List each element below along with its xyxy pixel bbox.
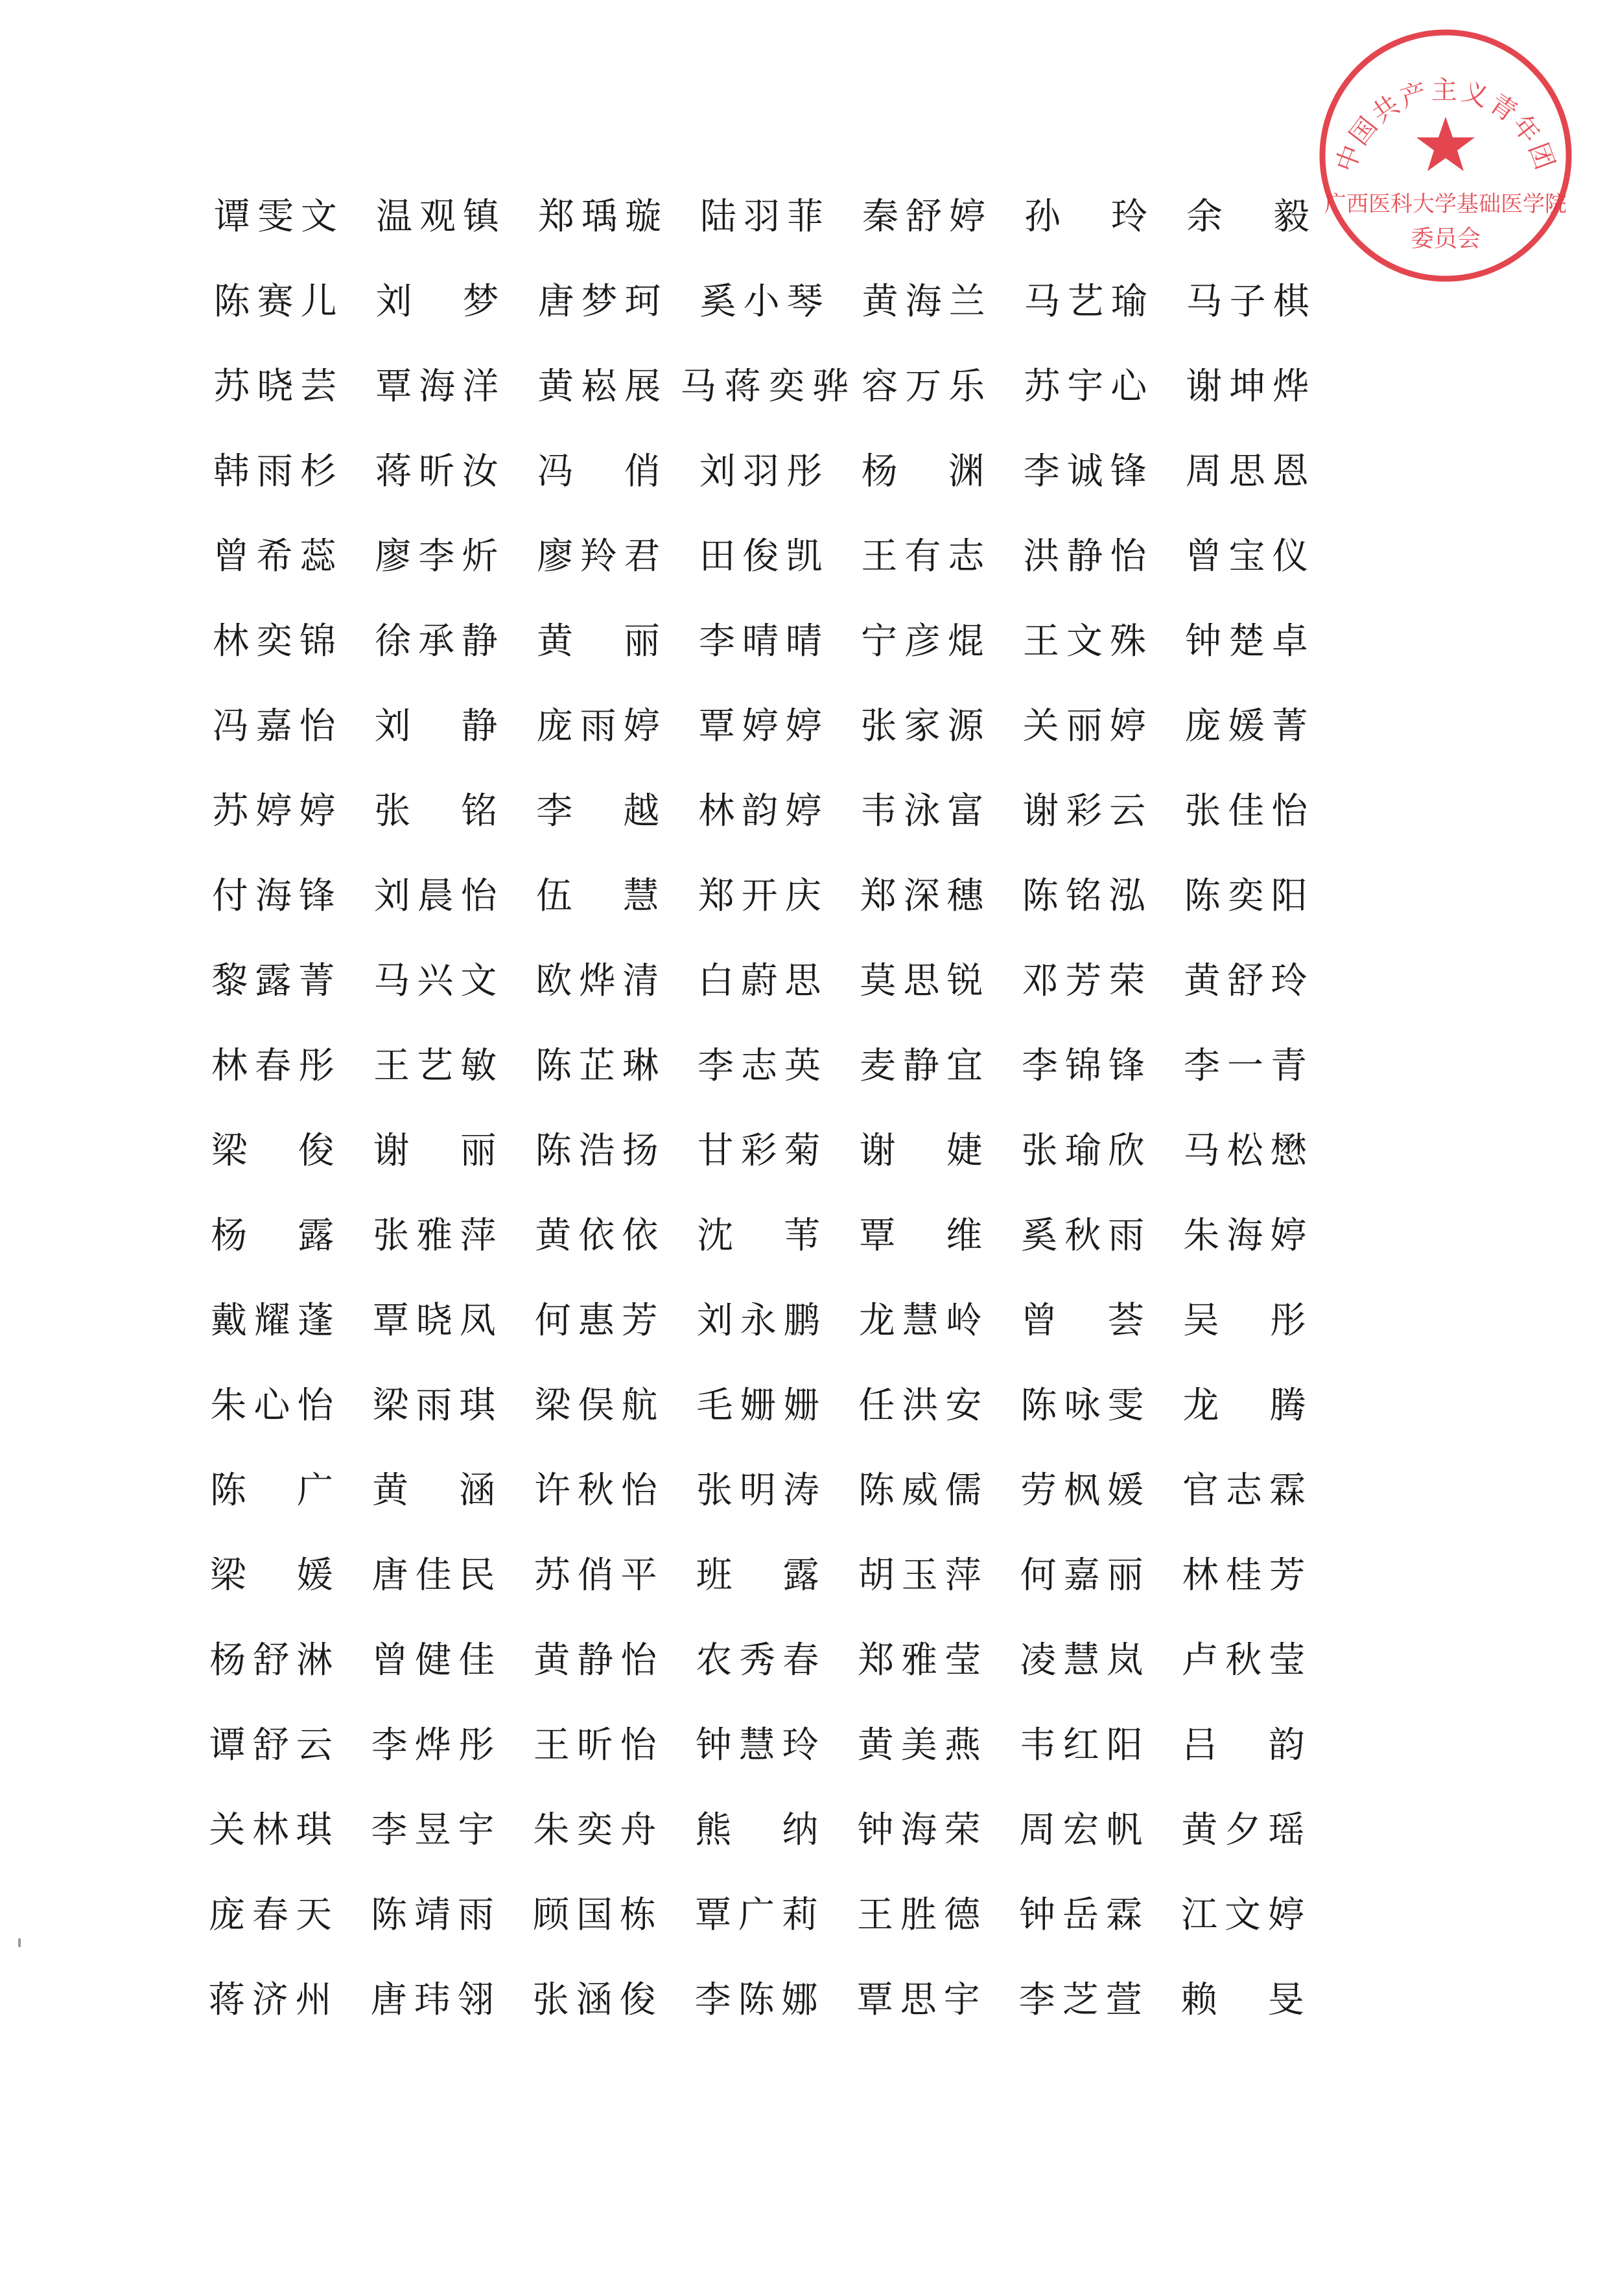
person-name: 王 昕 怡 — [533, 1724, 657, 1766]
person-name: 谭 舒 云 — [209, 1724, 333, 1766]
person-name: 苏 晓 芸 — [213, 366, 337, 408]
person-name: 熊 纳 — [695, 1809, 819, 1851]
name-row — [211, 1207, 1381, 1292]
person-name: 龙 腾 — [1182, 1385, 1306, 1427]
name-row — [209, 1716, 1381, 1801]
person-name: 王 文 殊 — [1023, 620, 1146, 662]
person-name: 庞 春 天 — [209, 1894, 332, 1936]
person-name: 苏 宇 心 — [1024, 366, 1147, 408]
name-row — [214, 782, 1381, 867]
person-name: 关 林 琪 — [209, 1809, 333, 1851]
person-name: 覃 海 洋 — [375, 366, 499, 408]
person-name: 张 家 源 — [860, 705, 984, 747]
person-name: 杨 舒 淋 — [209, 1639, 333, 1681]
person-name: 田 俊 凯 — [699, 535, 823, 578]
person-name: 奚 小 琴 — [699, 281, 823, 323]
person-name: 李 越 — [536, 790, 660, 832]
person-name: 蒋 济 州 — [208, 1979, 332, 2021]
person-name: 唐 佳 民 — [371, 1554, 495, 1597]
person-name: 朱 奕 舟 — [533, 1809, 657, 1851]
person-name: 凌 慧 岚 — [1020, 1639, 1144, 1681]
person-name: 周 宏 帆 — [1019, 1809, 1143, 1851]
person-name: 江 文 婷 — [1181, 1894, 1304, 1936]
person-name: 曾 健 佳 — [371, 1639, 495, 1681]
person-name: 廖 李 炘 — [375, 535, 499, 578]
person-name: 马 松 懋 — [1183, 1130, 1307, 1172]
person-name: 陆 羽 菲 — [700, 196, 823, 238]
person-name: 黄 海 兰 — [862, 281, 985, 323]
name-row — [208, 1971, 1381, 2056]
name-list — [208, 188, 1381, 2056]
person-name: 关 丽 婷 — [1022, 705, 1146, 747]
person-name: 郑 瑀 璇 — [538, 196, 661, 238]
person-name: 李 一 青 — [1184, 1045, 1307, 1087]
person-name: 张 瑜 欣 — [1021, 1130, 1145, 1172]
person-name: 刘 晨 怡 — [373, 875, 497, 917]
person-name: 王 胜 德 — [857, 1894, 980, 1936]
person-name: 黄 夕 瑶 — [1181, 1809, 1305, 1851]
person-name: 钟 海 荣 — [857, 1809, 981, 1851]
person-name: 李 锦 锋 — [1022, 1045, 1145, 1087]
name-row — [211, 1122, 1381, 1207]
person-name: 麦 静 宜 — [860, 1045, 983, 1087]
person-name: 唐 梦 珂 — [537, 281, 661, 323]
person-name: 曾 希 蕊 — [213, 535, 336, 578]
person-name: 苏 婷 婷 — [212, 790, 336, 832]
person-name: 郑 深 穗 — [860, 875, 983, 917]
person-name: 廖 羚 君 — [537, 535, 661, 578]
star-icon — [1416, 117, 1475, 171]
person-name: 张 佳 怡 — [1184, 790, 1308, 832]
person-name: 胡 玉 萍 — [858, 1554, 981, 1597]
person-name: 李 芝 萱 — [1018, 1979, 1142, 2021]
person-name: 梁 俊 — [211, 1130, 334, 1172]
name-row — [214, 697, 1381, 782]
person-name: 徐 承 静 — [375, 620, 498, 662]
person-name: 林 春 彤 — [211, 1045, 334, 1087]
person-name: 马 蒋 奕 骅 — [680, 366, 849, 408]
person-name: 刘 静 — [374, 705, 498, 747]
person-name: 任 洪 安 — [858, 1385, 982, 1427]
person-name: 陈 芷 琳 — [535, 1045, 659, 1087]
person-name: 何 惠 芳 — [534, 1300, 658, 1342]
person-name: 戴 耀 蓬 — [210, 1300, 334, 1342]
name-row — [210, 1292, 1381, 1377]
person-name: 冯 嘉 怡 — [212, 705, 336, 747]
person-name: 白 蔚 思 — [698, 960, 821, 1002]
person-name: 吴 彤 — [1182, 1300, 1306, 1342]
name-row — [214, 273, 1381, 358]
person-name: 沈 苇 — [697, 1215, 821, 1257]
name-row — [211, 867, 1381, 952]
person-name: 王 有 志 — [861, 535, 985, 578]
person-name: 陈 赛 儿 — [213, 281, 337, 323]
person-name: 唐 玮 翎 — [370, 1979, 494, 2021]
person-name: 林 韵 婷 — [698, 790, 822, 832]
person-name: 刘 梦 — [375, 281, 499, 323]
person-name: 朱 海 婷 — [1183, 1215, 1307, 1257]
seal-bottom-text-2: 委员会 — [1410, 226, 1481, 252]
person-name: 张 明 涛 — [696, 1470, 819, 1512]
person-name: 温 观 镇 — [376, 196, 499, 238]
person-name: 曾 荟 — [1020, 1300, 1144, 1342]
person-name: 庞 雨 婷 — [536, 705, 660, 747]
name-row — [209, 1547, 1381, 1632]
person-name: 庞 媛 菁 — [1184, 705, 1308, 747]
person-name: 陈 广 — [210, 1470, 333, 1512]
person-name: 梁 雨 琪 — [372, 1385, 496, 1427]
person-name: 王 艺 敏 — [373, 1045, 497, 1087]
person-name: 梁 媛 — [209, 1554, 333, 1597]
person-name: 洪 静 怡 — [1023, 535, 1147, 578]
name-row — [209, 1801, 1381, 1886]
person-name: 陈 奕 阳 — [1184, 875, 1308, 917]
person-name: 张 铭 — [374, 790, 498, 832]
person-name: 龙 慧 岭 — [858, 1300, 982, 1342]
seal-top-text: 中国共产主义青年团 — [1330, 75, 1561, 176]
scan-mark — [18, 1938, 21, 1947]
person-name: 黄 依 依 — [535, 1215, 659, 1257]
person-name: 马 兴 文 — [373, 960, 497, 1002]
name-row — [210, 1462, 1381, 1547]
person-name: 覃 思 宇 — [856, 1979, 980, 2021]
person-name: 付 海 锋 — [211, 875, 335, 917]
person-name: 何 嘉 丽 — [1020, 1554, 1144, 1597]
person-name: 陈 靖 雨 — [371, 1894, 494, 1936]
seal-bottom-text: 广西医科大学基础医学院 — [1324, 191, 1567, 217]
person-name: 陈 铭 泓 — [1022, 875, 1145, 917]
person-name: 郑 开 庆 — [698, 875, 821, 917]
person-name: 韦 红 阳 — [1019, 1724, 1143, 1766]
person-name: 许 秋 怡 — [534, 1470, 657, 1512]
person-name: 杨 渊 — [861, 451, 985, 493]
person-name: 朱 心 怡 — [210, 1385, 334, 1427]
person-name: 谢 婕 — [859, 1130, 983, 1172]
person-name: 奚 秋 雨 — [1021, 1215, 1145, 1257]
person-name: 郑 雅 莹 — [858, 1639, 981, 1681]
person-name: 卢 秋 莹 — [1182, 1639, 1306, 1681]
person-name: 谭 雯 文 — [214, 196, 337, 238]
person-name: 谢 坤 烨 — [1186, 366, 1309, 408]
person-name: 曾 宝 仪 — [1185, 535, 1309, 578]
person-name: 林 奕 锦 — [213, 620, 336, 662]
person-name: 李 陈 娜 — [694, 1979, 818, 2021]
name-row — [211, 1037, 1381, 1122]
person-name: 黄 涵 — [372, 1470, 495, 1512]
person-name: 陈 浩 扬 — [535, 1130, 659, 1172]
person-name: 刘 永 鹏 — [696, 1300, 820, 1342]
person-name: 李 晴 晴 — [699, 620, 822, 662]
person-name: 苏 俏 平 — [534, 1554, 657, 1597]
name-row — [214, 613, 1381, 697]
person-name: 余 毅 — [1186, 196, 1309, 238]
person-name: 张 涵 俊 — [532, 1979, 656, 2021]
person-name: 赖 旻 — [1180, 1979, 1304, 2021]
person-name: 邓 芳 荣 — [1022, 960, 1145, 1002]
person-name: 覃 晓 凤 — [372, 1300, 496, 1342]
person-name: 谢 彩 云 — [1022, 790, 1146, 832]
person-name: 容 万 乐 — [862, 366, 985, 408]
person-name: 黄 崧 展 — [537, 366, 661, 408]
person-name: 刘 羽 彤 — [699, 451, 823, 493]
person-name: 冯 俏 — [537, 451, 661, 493]
person-name: 劳 枫 媛 — [1020, 1470, 1144, 1512]
person-name: 钟 慧 玲 — [695, 1724, 819, 1766]
person-name: 周 思 恩 — [1185, 451, 1309, 493]
name-row — [209, 1632, 1381, 1716]
person-name: 秦 舒 婷 — [862, 196, 985, 238]
person-name: 韦 泳 富 — [860, 790, 984, 832]
name-row — [214, 358, 1381, 443]
person-name: 韩 雨 杉 — [213, 451, 336, 493]
person-name: 毛 姗 姗 — [696, 1385, 820, 1427]
person-name: 黄 舒 玲 — [1184, 960, 1308, 1002]
person-name: 钟 岳 霖 — [1019, 1894, 1142, 1936]
person-name: 钟 楚 卓 — [1185, 620, 1308, 662]
person-name: 莫 思 锐 — [860, 960, 983, 1002]
person-name: 李 烨 彤 — [371, 1724, 495, 1766]
person-name: 张 雅 萍 — [373, 1215, 497, 1257]
person-name: 杨 露 — [211, 1215, 334, 1257]
person-name: 陈 威 儒 — [858, 1470, 981, 1512]
person-name: 覃 维 — [859, 1215, 983, 1257]
person-name: 李 昱 宇 — [371, 1809, 495, 1851]
person-name: 覃 广 莉 — [695, 1894, 818, 1936]
person-name: 黄 丽 — [537, 620, 660, 662]
person-name: 李 志 英 — [698, 1045, 821, 1087]
person-name: 宁 彦 焜 — [861, 620, 984, 662]
name-row — [214, 188, 1381, 273]
person-name: 官 志 霖 — [1182, 1470, 1306, 1512]
person-name: 班 露 — [696, 1554, 819, 1597]
person-name: 马 子 棋 — [1186, 281, 1309, 323]
name-row — [214, 443, 1381, 528]
person-name: 甘 彩 菊 — [697, 1130, 821, 1172]
person-name: 欧 烨 清 — [535, 960, 659, 1002]
name-row — [211, 952, 1381, 1037]
person-name: 谢 丽 — [373, 1130, 497, 1172]
name-row — [209, 1886, 1381, 1971]
person-name: 黄 静 怡 — [534, 1639, 657, 1681]
person-name: 蒋 昕 汝 — [375, 451, 499, 493]
person-name: 陈 咏 雯 — [1020, 1385, 1144, 1427]
name-row — [210, 1377, 1381, 1462]
person-name: 吕 韵 — [1181, 1724, 1305, 1766]
person-name: 孙 玲 — [1024, 196, 1147, 238]
name-row — [214, 528, 1381, 613]
person-name: 覃 婷 婷 — [698, 705, 822, 747]
person-name: 马 艺 瑜 — [1024, 281, 1147, 323]
person-name: 农 秀 春 — [696, 1639, 819, 1681]
person-name: 梁 俣 航 — [534, 1385, 658, 1427]
person-name: 李 诚 锋 — [1023, 451, 1147, 493]
person-name: 伍 慧 — [535, 875, 659, 917]
person-name: 顾 国 栋 — [533, 1894, 656, 1936]
person-name: 黄 美 燕 — [857, 1724, 981, 1766]
person-name: 林 桂 芳 — [1182, 1554, 1306, 1597]
person-name: 黎 露 菁 — [211, 960, 335, 1002]
